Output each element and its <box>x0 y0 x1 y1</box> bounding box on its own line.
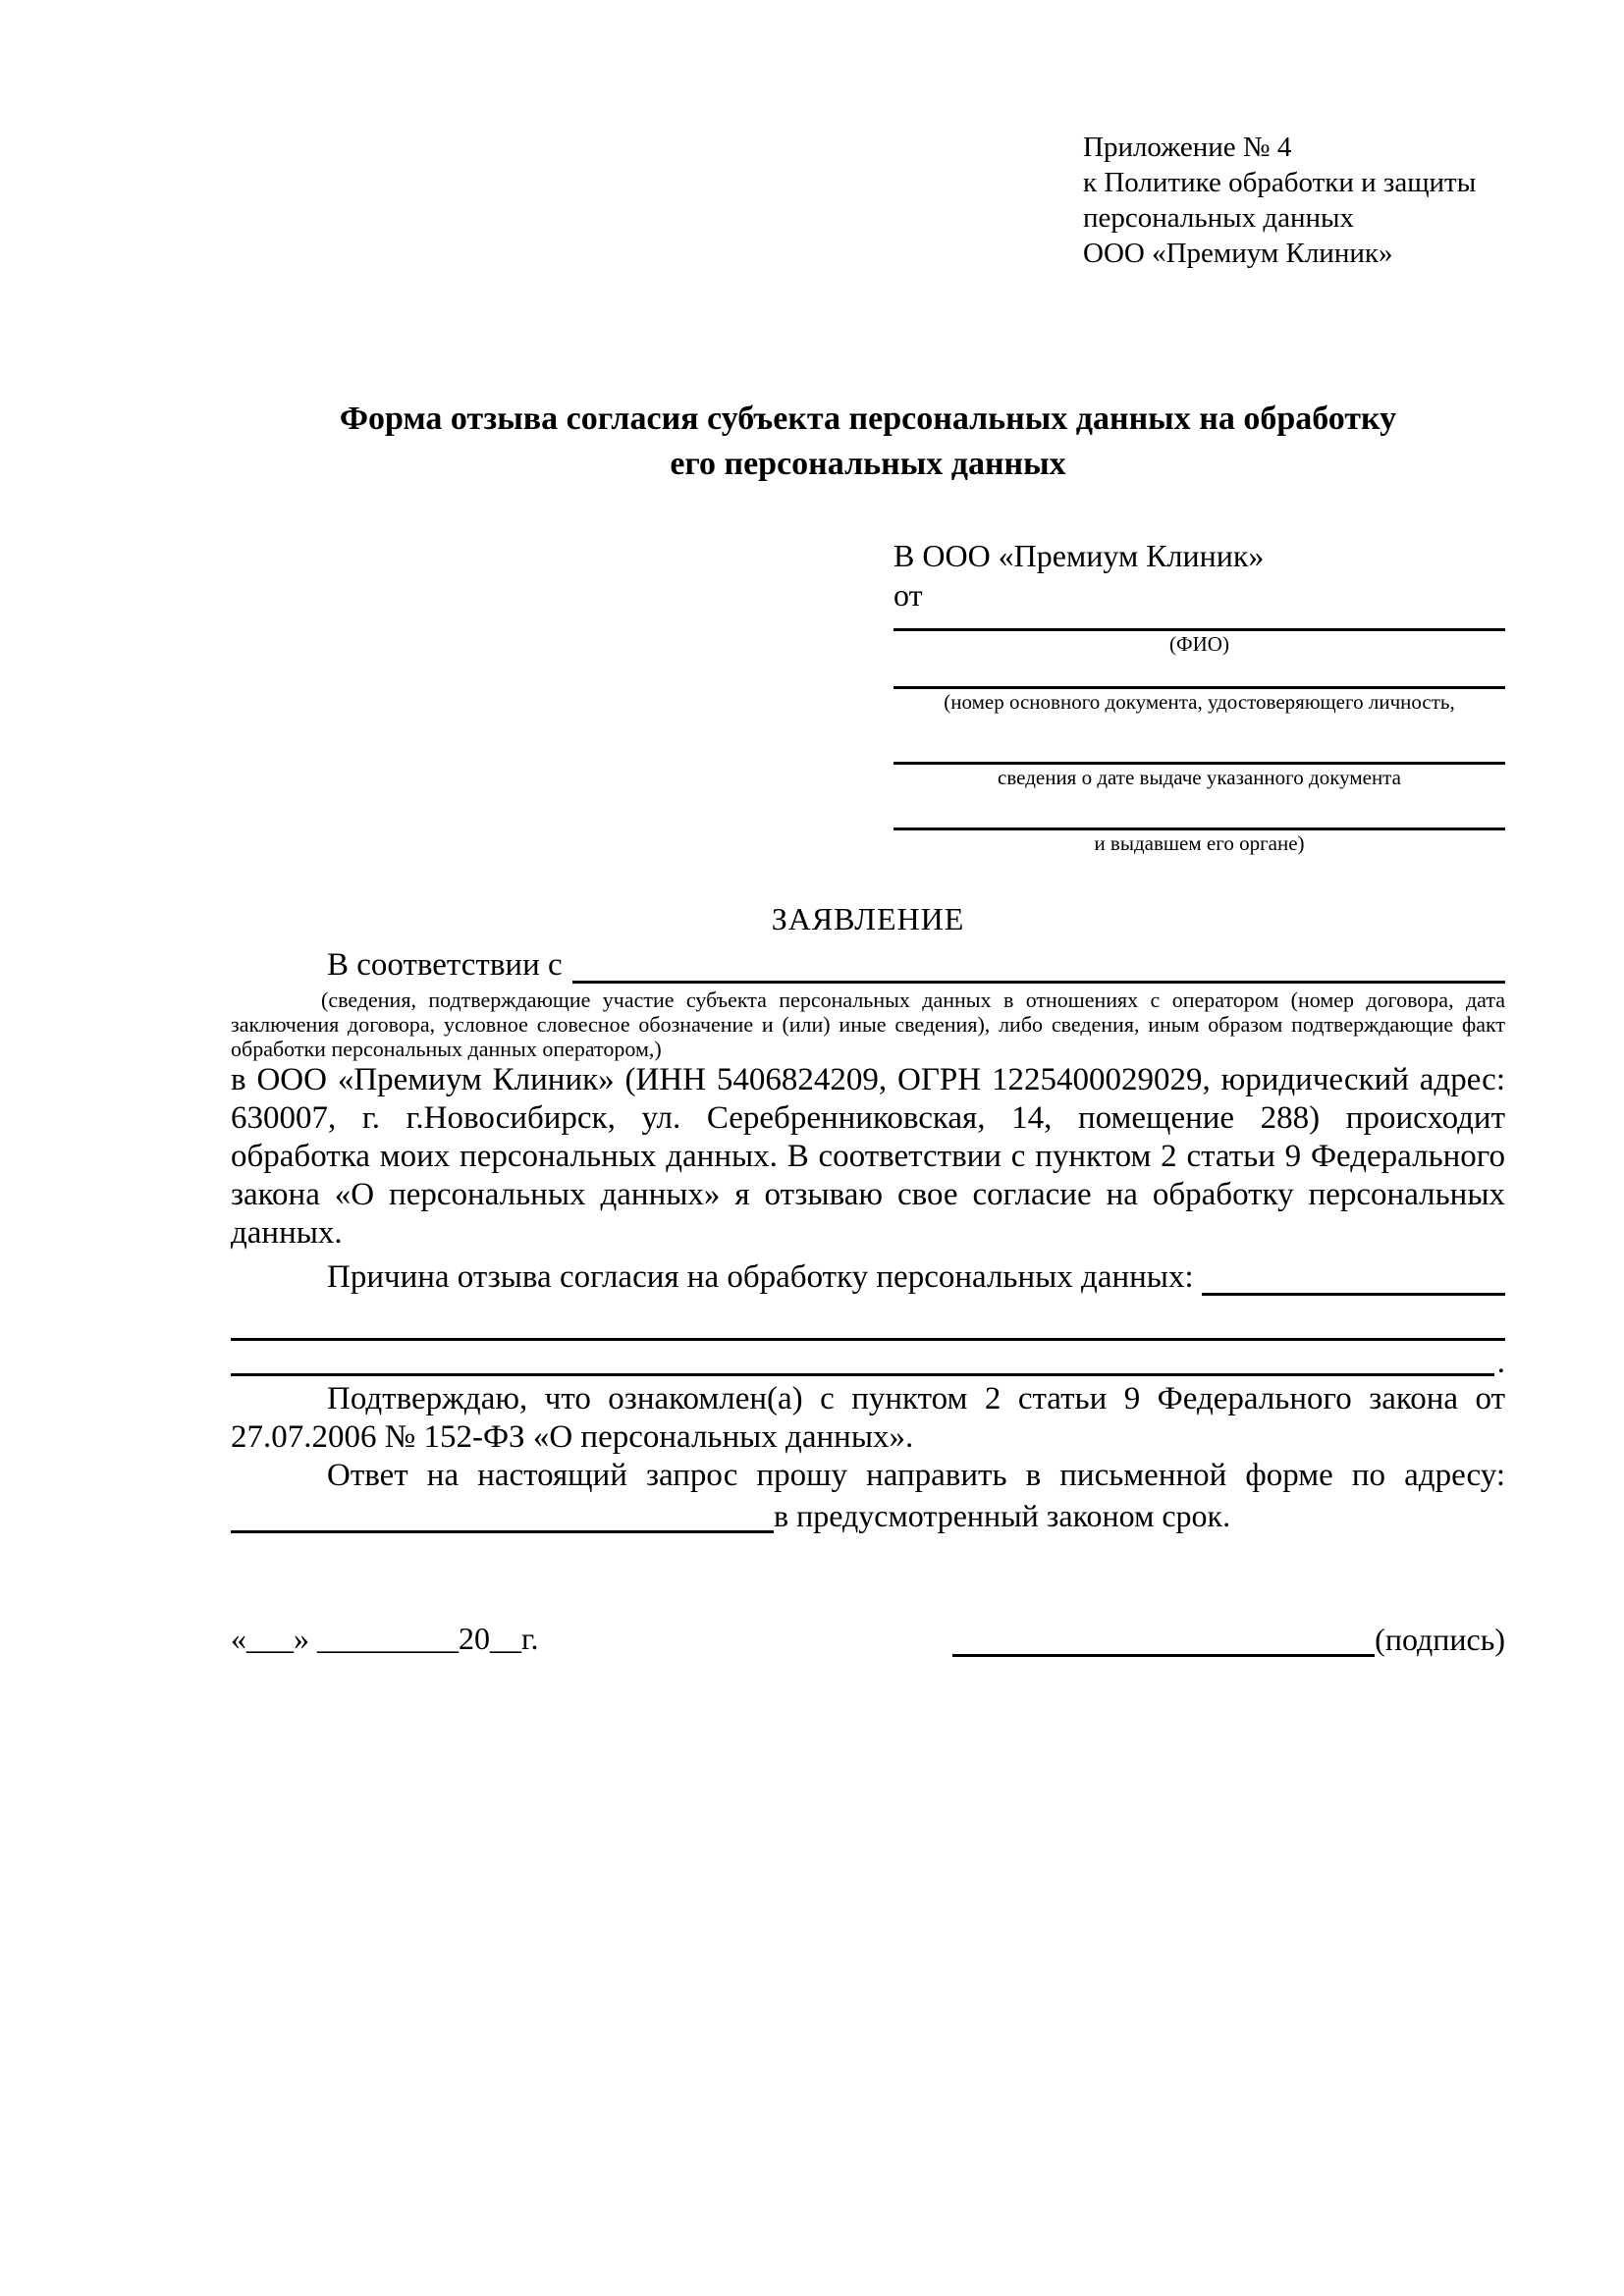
annex-line-4: ООО «Премиум Клиник» <box>1083 238 1393 269</box>
document-title <box>231 397 1505 487</box>
reason-label: Причина отзыва согласия на обработку персональных данных: <box>327 1259 1194 1295</box>
reply-address-blank-line[interactable] <box>231 1495 774 1533</box>
reason-trailing-period: . <box>1496 1345 1505 1380</box>
statement-body: в ООО «Премиум Клиник» (ИНН 5406824209, ОГРН 1225400029029, юридический адрес: 630007, г. г.Новосибирск, ул. Серебренниковская, 14, помещение 288) происходит обработка моих персональных данных. В соответствии с пунктом 2 статьи 9 Федерального закона «О персональных данных» я отзываю свое согласие на обработку персональных данных. <box>231 1062 1505 1251</box>
reason-row <box>231 1258 1505 1296</box>
accordance-blank-line[interactable] <box>572 946 1505 984</box>
form-field-issue-date-caption: сведения о дате выдаче указанного документа <box>998 766 1401 789</box>
reason-blank-line[interactable] <box>1202 1258 1505 1296</box>
confirmation-paragraph: Подтверждаю, что ознакомлен(а) с пунктом 2 статьи 9 Федерального закона от 27.07.2006 № 152-ФЗ «О персональных данных». <box>231 1381 1505 1455</box>
reason-blank-row-3 <box>231 1341 1505 1380</box>
addressee-to: В ООО «Премиум Клиник» <box>893 538 1265 573</box>
form-field-issuing-authority-caption: и выдавшем его органе) <box>1094 831 1305 855</box>
signature-blank-line[interactable] <box>952 1620 1375 1657</box>
reply-paragraph: Ответ на настоящий запрос прошу направить в письменной форме по адресу: <box>327 1458 1505 1493</box>
accordance-row <box>231 946 1505 984</box>
signature-caption: (подпись) <box>1375 1622 1505 1657</box>
annex-line-2: к Политике обработки и защиты <box>1083 167 1477 198</box>
reply-tail-text: в предусмотренный законом срок. <box>774 1498 1231 1533</box>
reason-blank-line-3[interactable] <box>231 1341 1494 1376</box>
annex-block <box>1083 130 1505 271</box>
accordance-note: (сведения, подтверждающие участие субъекта персональных данных в отношениях с оператором (номер договора, дата заключения договора, условное словесное обозначение и (или) иные сведения), либо сведения, иным образом подтверждающие факт обработки персональных данных оператором,) <box>231 988 1505 1061</box>
statement-heading: ЗАЯВЛЕНИЕ <box>771 901 965 936</box>
accordance-label: В соответствии с <box>327 947 563 983</box>
annex-line-3: персональных данных <box>1083 202 1355 234</box>
reply-address-row <box>231 1495 1505 1533</box>
document-title-line-2: его персональных данных <box>670 446 1066 482</box>
addressee-block <box>893 536 1505 856</box>
annex-line-1: Приложение № 4 <box>1083 132 1292 163</box>
document-title-line-1: Форма отзыва согласия субъекта персональных данных на обработку <box>339 400 1397 437</box>
signature-block <box>952 1620 1505 1657</box>
form-field-document-number-caption: (номер основного документа, удостоверяющего личность, <box>944 690 1455 714</box>
date-blank-line[interactable]: «___» _________20__г. <box>231 1621 539 1656</box>
footer-row <box>231 1620 1505 1657</box>
form-field-fio-caption: (ФИО) <box>1169 632 1229 656</box>
reason-blank-line-2[interactable] <box>231 1296 1505 1341</box>
addressee-from: от <box>893 577 923 613</box>
